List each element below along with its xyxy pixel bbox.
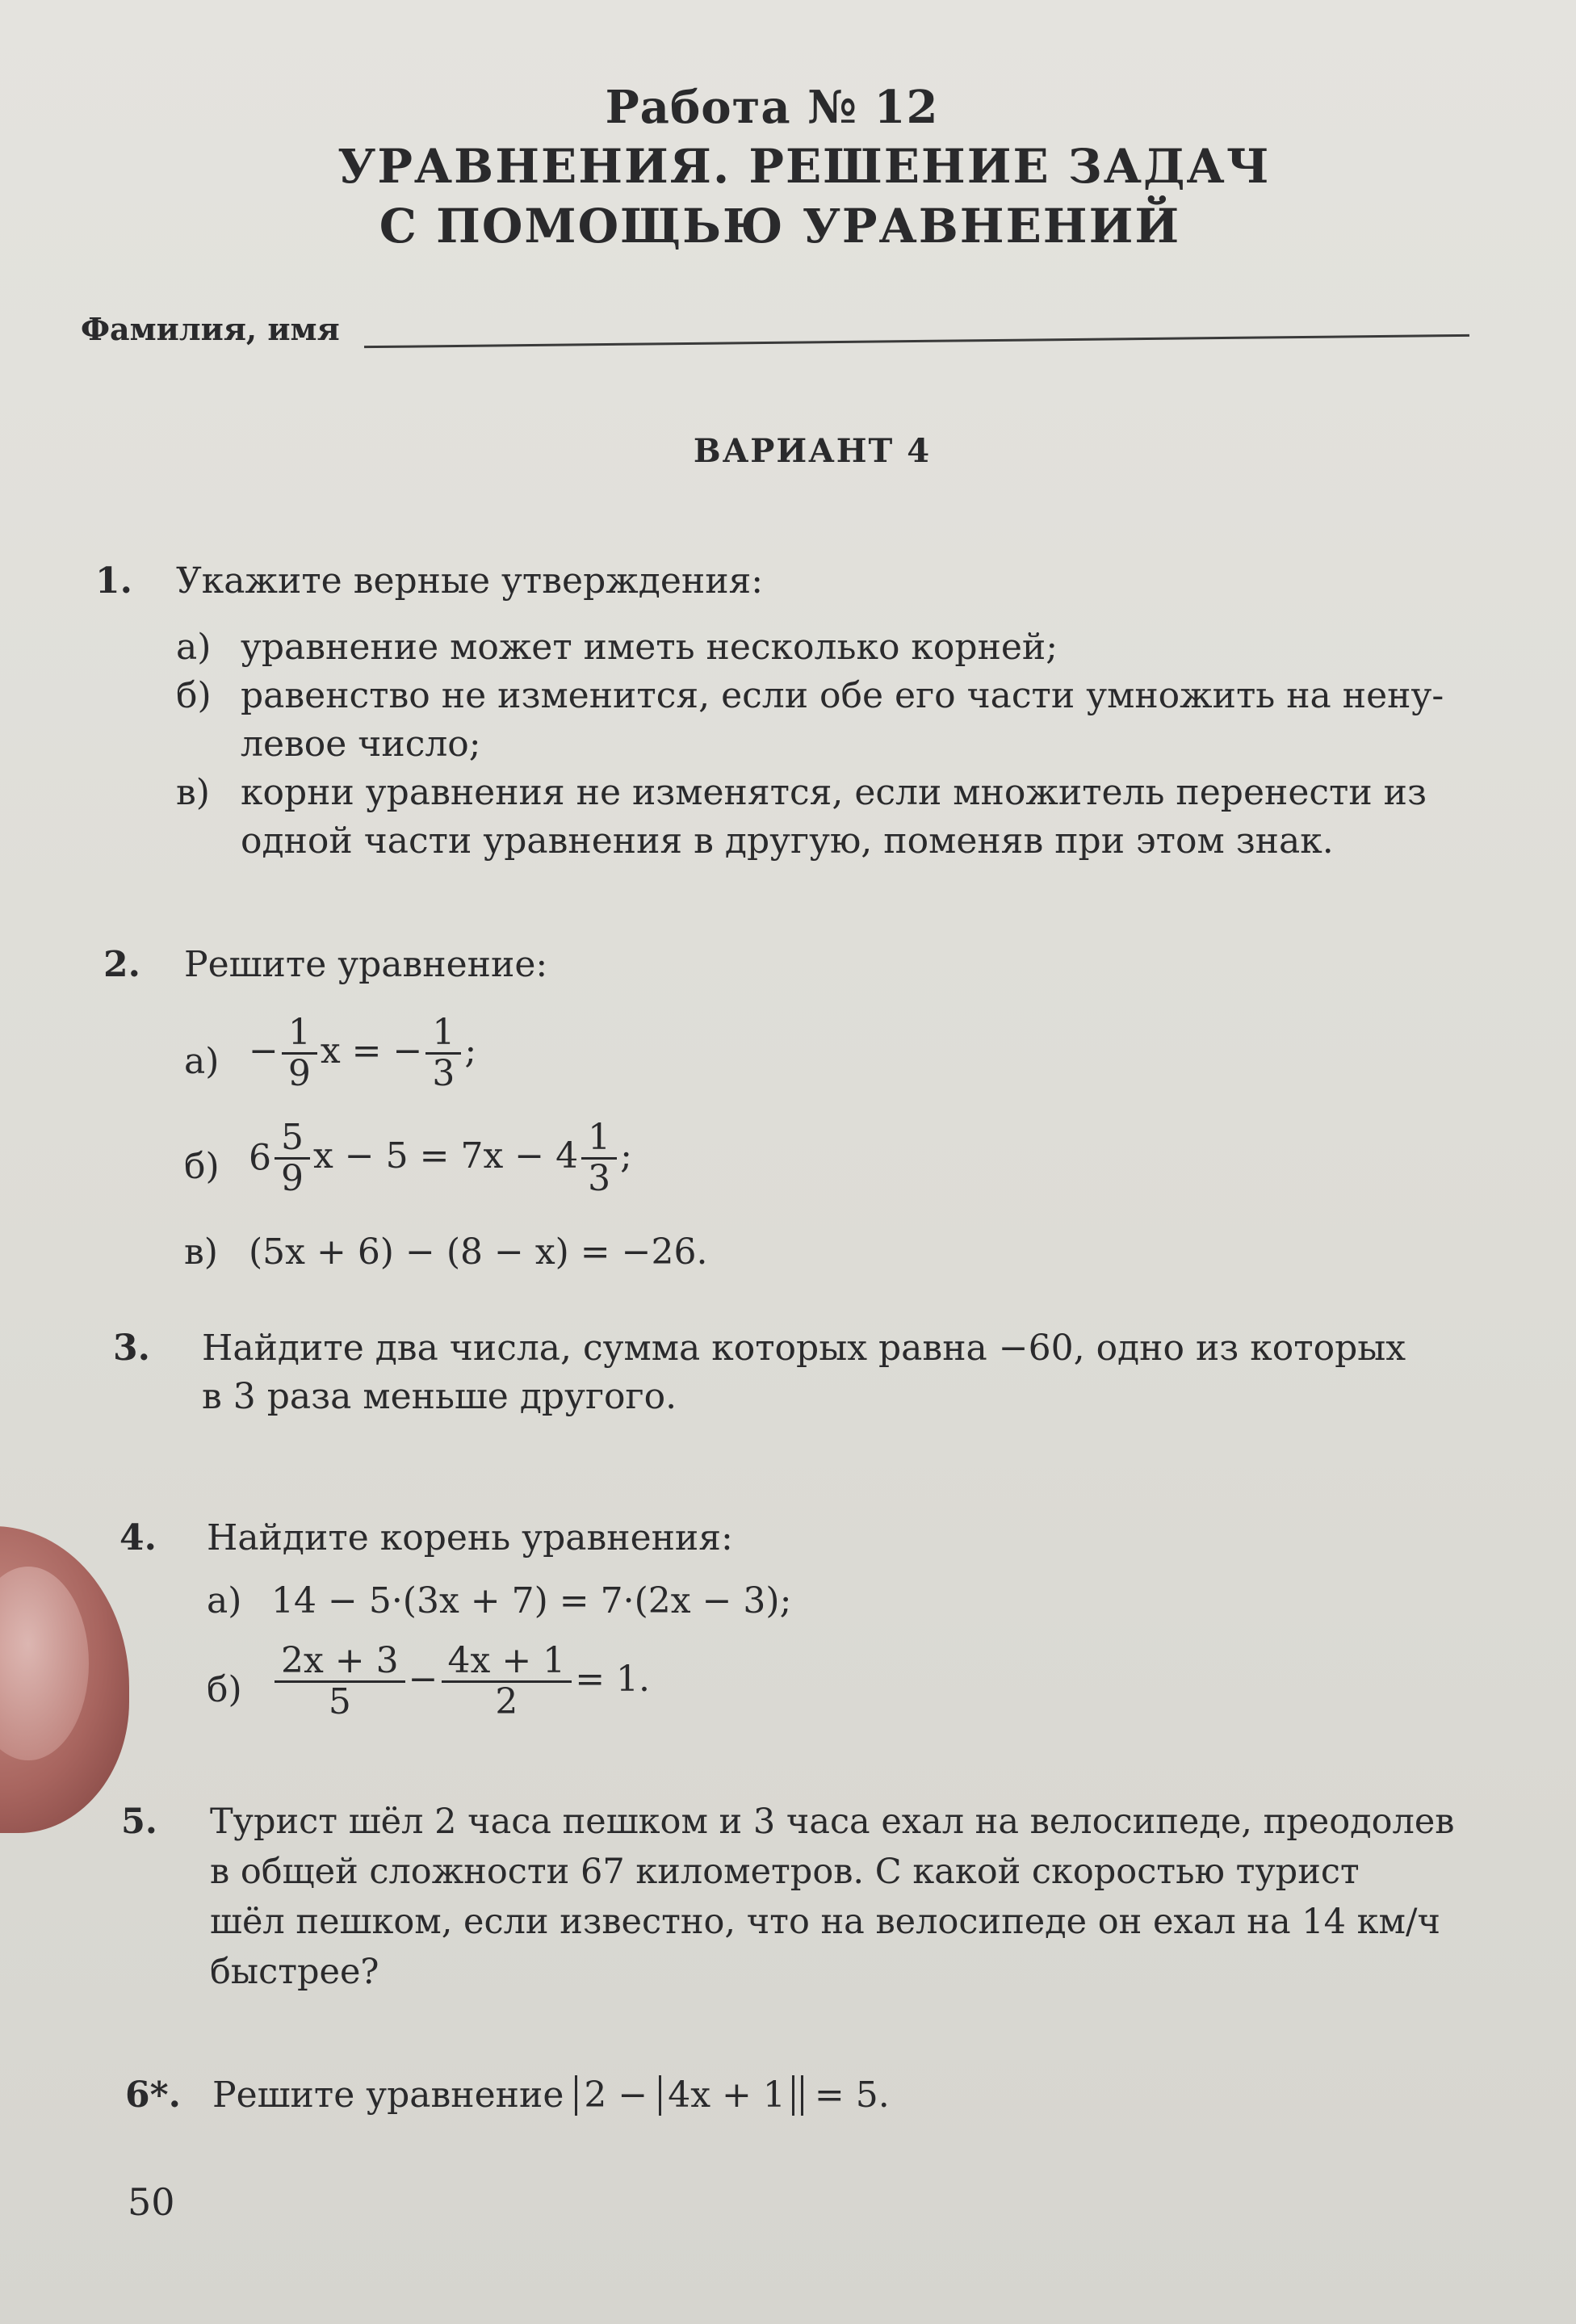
equation: 14 − 5·(3x + 7) = 7·(2x − 3); <box>271 1580 792 1621</box>
page-number: 50 <box>128 2180 175 2224</box>
denominator: 2 <box>495 1681 518 1722</box>
task-text: Турист шёл 2 часа пешком и 3 часа ехал на велосипеде, преодолев <box>210 1802 1455 1842</box>
equation-text: = 1. <box>575 1659 651 1700</box>
name-fill-line[interactable] <box>364 334 1469 348</box>
denominator: 9 <box>281 1158 304 1199</box>
equation <box>271 1640 651 1722</box>
task-number: 3. <box>113 1328 150 1369</box>
option-text: корни уравнения не изменятся, если множитель перенести из <box>241 772 1427 813</box>
equation <box>249 1117 632 1199</box>
denominator: 3 <box>588 1158 611 1199</box>
option-label: в) <box>176 772 210 813</box>
task-number: 5. <box>121 1802 157 1842</box>
task-prompt: Решите уравнение: <box>184 944 548 985</box>
task-text: быстрее? <box>210 1952 379 1992</box>
task-prompt: Найдите корень уравнения: <box>207 1517 733 1558</box>
name-field-row <box>81 311 1469 347</box>
header <box>0 81 1576 254</box>
equation-text: 2 − <box>584 2074 648 2116</box>
task-prompt: Решите уравнение <box>212 2074 564 2116</box>
numerator: 5 <box>275 1118 310 1160</box>
equation-c <box>184 1228 707 1277</box>
mixed-integer: 6 <box>249 1137 271 1179</box>
option-label: а) <box>176 627 212 668</box>
option-label: б) <box>184 1146 220 1187</box>
fraction <box>425 1013 461 1093</box>
equation-a <box>207 1577 791 1626</box>
denominator: 9 <box>287 1053 311 1094</box>
fraction <box>581 1118 617 1198</box>
option-text: одной части уравнения в другую, поменяв при этом знак. <box>241 820 1334 862</box>
equation-b <box>207 1642 791 1739</box>
numerator: 1 <box>425 1013 461 1055</box>
option-label: а) <box>184 1041 220 1082</box>
task-number: 1. <box>95 560 132 602</box>
option-text: равенство не изменится, если обе его части умножить на нену- <box>241 675 1444 716</box>
fraction <box>442 1642 572 1722</box>
equation: (5x + 6) − (8 − x) = −26. <box>249 1231 708 1273</box>
equation-text: x = − <box>320 1030 423 1072</box>
minus-sign: − <box>408 1659 438 1700</box>
option-label: в) <box>184 1231 218 1273</box>
equation-text: ; <box>464 1030 477 1072</box>
task-text: в 3 раза меньше другого. <box>202 1376 677 1417</box>
equation <box>249 1012 477 1094</box>
task-number: 2. <box>103 944 140 985</box>
fraction <box>275 1642 405 1722</box>
task-prompt: Укажите верные утверждения: <box>176 560 764 602</box>
task-number: 6*. <box>125 2074 181 2116</box>
title-line-1: УРАВНЕНИЯ. РЕШЕНИЕ ЗАДАЧ <box>337 139 1271 194</box>
numerator: 1 <box>581 1118 617 1160</box>
outer-absolute-value <box>575 2075 803 2116</box>
minus-sign: − <box>249 1030 279 1072</box>
equation-a <box>184 1013 707 1110</box>
option-label: а) <box>207 1580 242 1621</box>
equation-text: ; <box>620 1135 632 1177</box>
option-label: б) <box>176 675 212 716</box>
option-b <box>176 672 1444 769</box>
numerator: 1 <box>282 1013 317 1055</box>
option-text: уравнение может иметь несколько корней; <box>241 627 1058 668</box>
denominator: 5 <box>328 1681 351 1722</box>
numerator: 4x + 1 <box>442 1642 572 1683</box>
task-text: в общей сложности 67 километров. С какой скоростью турист <box>210 1852 1360 1892</box>
option-a <box>176 623 1444 672</box>
option-c <box>176 769 1444 866</box>
fraction <box>282 1013 317 1093</box>
task-text: шёл пешком, если известно, что на велосипеде он ехал на 14 км/ч <box>210 1902 1440 1942</box>
equation-text: x − 5 = 7x − 4 <box>313 1135 579 1177</box>
work-title: Работа № 12 <box>605 81 939 134</box>
title-line-2: С ПОМОЩЬЮ УРАВНЕНИЙ <box>379 199 1181 254</box>
equation-b <box>184 1118 707 1215</box>
inner-absolute-value: 4x + 1 <box>659 2075 794 2116</box>
task-number: 4. <box>119 1517 157 1558</box>
denominator: 3 <box>432 1053 455 1094</box>
equation-text: = 5. <box>814 2074 890 2116</box>
numerator: 2x + 3 <box>275 1642 405 1683</box>
task-text: Найдите два числа, сумма которых равна −60, одно из которых <box>202 1328 1406 1369</box>
fraction <box>275 1118 310 1198</box>
variant-heading: ВАРИАНТ 4 <box>693 432 932 470</box>
name-label: Фамилия, имя <box>81 311 340 347</box>
option-text: левое число; <box>241 724 481 765</box>
option-label: б) <box>207 1669 242 1710</box>
